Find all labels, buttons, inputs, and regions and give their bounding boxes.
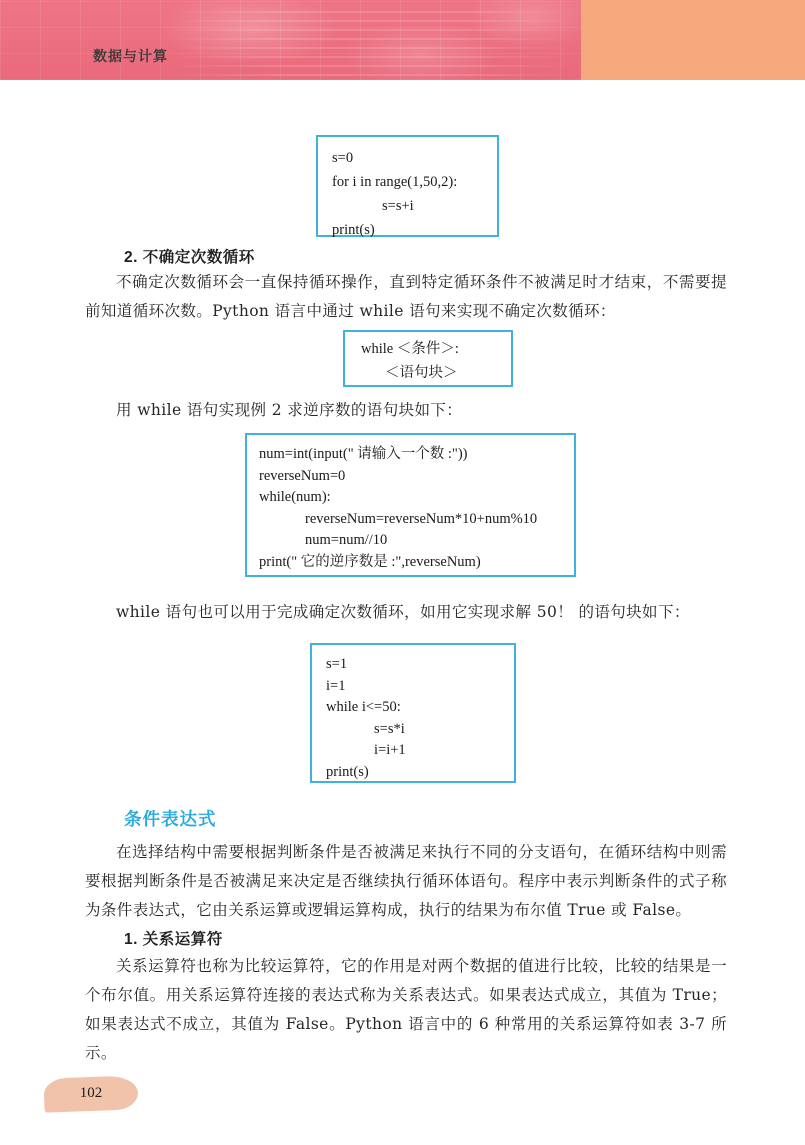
code-line: print(s) bbox=[332, 222, 375, 238]
code-line: reverseNum=0 bbox=[259, 467, 346, 484]
code-box-while-syntax bbox=[343, 330, 513, 387]
code-line: s=s*i bbox=[374, 720, 405, 737]
code-line: print(s) bbox=[326, 763, 369, 780]
section-heading-loop: 2. 不确定次数循环 bbox=[124, 249, 255, 266]
line-while-example: 用 while 语句实现例 2 求逆序数的语句块如下： bbox=[116, 401, 463, 419]
chapter-title: 数据与计算 bbox=[93, 48, 168, 64]
code-line: while i<=50: bbox=[326, 699, 401, 715]
code-line: while ＜条件＞: bbox=[361, 341, 459, 357]
code-box-reverse-num bbox=[245, 433, 576, 577]
paragraph-conditional: 在选择结构中需要根据判断条件是否被满足来执行不同的分支语句，在循环结构中则需要根据判断条件是否被满足来决定是否继续执行循环体语句。程序中表示判断条件的式子称为条件表达式，它由关系运算或逻辑运算构成，执行的结果为布尔值 True 或 False。 bbox=[85, 843, 727, 919]
header-banner bbox=[0, 0, 581, 80]
page-number-badge bbox=[43, 1075, 138, 1112]
code-line: for i in range(1,50,2): bbox=[332, 174, 458, 190]
paragraph-relational: 关系运算符也称为比较运算符，它的作用是对两个数据的值进行比较，比较的结果是一个布尔值。用关系运算符连接的表达式称为关系表达式。如果表达式成立，其值为 True；如果表达式不成立，其值为 False。Python 语言中的 6 种常用的关系运算符如表 3-7 所示。 bbox=[85, 957, 727, 1062]
header-orange-block bbox=[581, 0, 805, 80]
code-line: i=1 bbox=[326, 677, 346, 694]
code-line: s=0 bbox=[332, 150, 354, 166]
section-heading-conditional: 条件表达式 bbox=[124, 809, 217, 829]
code-line: i=i+1 bbox=[374, 742, 406, 758]
paragraph-loop: 不确定次数循环会一直保持循环操作，直到特定循环条件不被满足时才结束，不需要提前知道循环次数。Python 语言中通过 while 语句来实现不确定次数循环： bbox=[85, 273, 727, 320]
section-heading-relational: 1. 关系运算符 bbox=[124, 931, 223, 948]
banner-code-texture bbox=[170, 4, 570, 76]
code-line: ＜语句块＞ bbox=[385, 365, 458, 381]
code-box-factorial bbox=[310, 643, 516, 783]
page-number: 102 bbox=[79, 1085, 103, 1102]
code-line: s=1 bbox=[326, 656, 348, 672]
code-line: reverseNum=reverseNum*10+num%10 bbox=[305, 510, 538, 527]
code-line: while(num): bbox=[259, 489, 331, 505]
code-line: num=num//10 bbox=[305, 532, 388, 548]
code-line: num=int(input(" 请输入一个数 :")) bbox=[259, 446, 468, 462]
code-line: print(" 它的逆序数是 :",reverseNum) bbox=[259, 553, 481, 570]
code-box-sum-odd bbox=[316, 135, 499, 237]
line-while-factorial: while 语句也可以用于完成确定次数循环，如用它实现求解 50！ 的语句块如下： bbox=[116, 603, 690, 621]
code-line: s=s+i bbox=[382, 198, 414, 214]
